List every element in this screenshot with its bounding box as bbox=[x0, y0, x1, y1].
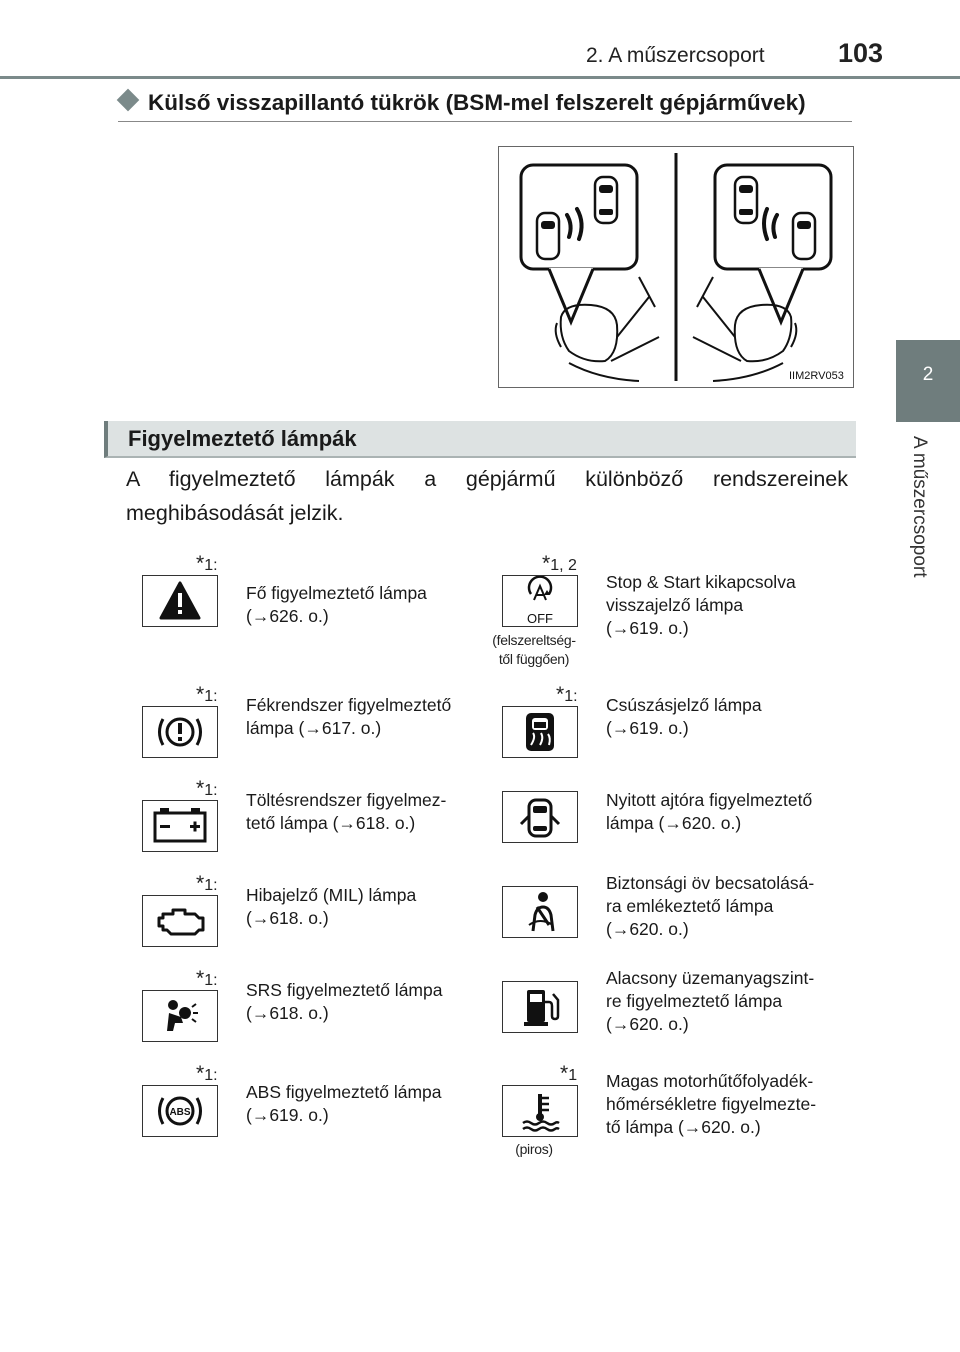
section-rule bbox=[118, 121, 852, 122]
diamond-bullet-icon bbox=[117, 89, 140, 112]
lamp-description: Fő figyelmeztető lámpa (→626. o.) bbox=[246, 583, 427, 626]
svg-text:OFF: OFF bbox=[527, 611, 553, 626]
battery-icon bbox=[142, 800, 218, 852]
chapter-tab-number: 2 bbox=[922, 364, 934, 385]
bsm-mirror-diagram bbox=[498, 146, 854, 388]
svg-text:ABS: ABS bbox=[169, 1107, 191, 1118]
color-note: (piros) bbox=[515, 1141, 553, 1157]
page-number: 103 bbox=[838, 38, 884, 68]
footnote-marker: *1, 2 bbox=[542, 552, 577, 575]
footnote-marker: *1: bbox=[556, 683, 578, 706]
lamp-description: Hibajelző (MIL) lámpa (→618. o.) bbox=[246, 885, 417, 928]
master-warning-icon bbox=[142, 575, 218, 627]
low-fuel-icon bbox=[502, 981, 578, 1033]
seatbelt-icon bbox=[502, 886, 578, 938]
open-door-icon bbox=[502, 791, 578, 843]
lamp-description: Biztonsági öv becsatolásá- ra emlékeztető lámpa (→620. o.) bbox=[606, 873, 815, 939]
lamp-description: ABS figyelmeztető lámpa (→619. o.) bbox=[246, 1082, 442, 1125]
lamp-description: Fékrendszer figyelmeztető lámpa (→617. o.) bbox=[246, 695, 452, 738]
availability-note: (felszereltség- től függően) bbox=[492, 632, 576, 667]
footnote-marker: *1 bbox=[560, 1062, 578, 1085]
chapter-tab-label: A műszercsoport bbox=[909, 436, 930, 578]
footnote-marker: *1: bbox=[196, 552, 218, 575]
warning-lamps-heading: Figyelmeztető lámpák bbox=[128, 426, 357, 451]
coolant-temp-icon bbox=[502, 1085, 578, 1137]
warning-lamps-intro: A figyelmeztető lámpák a gépjármű különböző rendszereinek meghibásodását jelzik. bbox=[126, 467, 848, 525]
lamp-description: Töltésrendszer figyelmez- tető lámpa (→618. o.) bbox=[246, 790, 447, 833]
slip-indicator-icon bbox=[502, 706, 578, 758]
header-rule bbox=[0, 76, 960, 79]
footnote-marker: *1: bbox=[196, 777, 218, 800]
chapter-tab bbox=[896, 340, 960, 422]
footnote-marker: *1: bbox=[196, 683, 218, 706]
check-engine-icon bbox=[142, 895, 218, 947]
lamp-description: Stop & Start kikapcsolva visszajelző lámpa (→619. o.) bbox=[606, 572, 796, 638]
footnote-marker: *1: bbox=[196, 1062, 218, 1085]
abs-icon bbox=[142, 1085, 218, 1137]
footnote-marker: *1: bbox=[196, 967, 218, 990]
diagram-code: IIM2RV053 bbox=[789, 370, 844, 382]
section-title bbox=[120, 90, 806, 116]
chapter-title: 2. A műszercsoport bbox=[586, 44, 765, 67]
warning-lamps-heading-bar bbox=[104, 421, 856, 458]
footnote-marker: *1: bbox=[196, 872, 218, 895]
srs-airbag-icon bbox=[142, 990, 218, 1042]
lamp-description: Nyitott ajtóra figyelmeztető lámpa (→620. o.) bbox=[606, 790, 813, 833]
lamp-description: Magas motorhűtőfolyadék- hőmérsékletre figyelmezte- tő lámpa (→620. o.) bbox=[606, 1071, 817, 1137]
lamp-description: SRS figyelmeztető lámpa (→618. o.) bbox=[246, 980, 443, 1023]
lamp-description: Csúszásjelző lámpa (→619. o.) bbox=[606, 695, 762, 738]
lamp-description: Alacsony üzemanyagszint- re figyelmeztető lámpa (→620. o.) bbox=[606, 968, 815, 1034]
brake-warning-icon bbox=[142, 706, 218, 758]
section-title-text: Külső visszapillantó tükrök (BSM-mel felszerelt gépjárművek) bbox=[148, 90, 806, 115]
stop-start-off-icon bbox=[502, 575, 578, 627]
